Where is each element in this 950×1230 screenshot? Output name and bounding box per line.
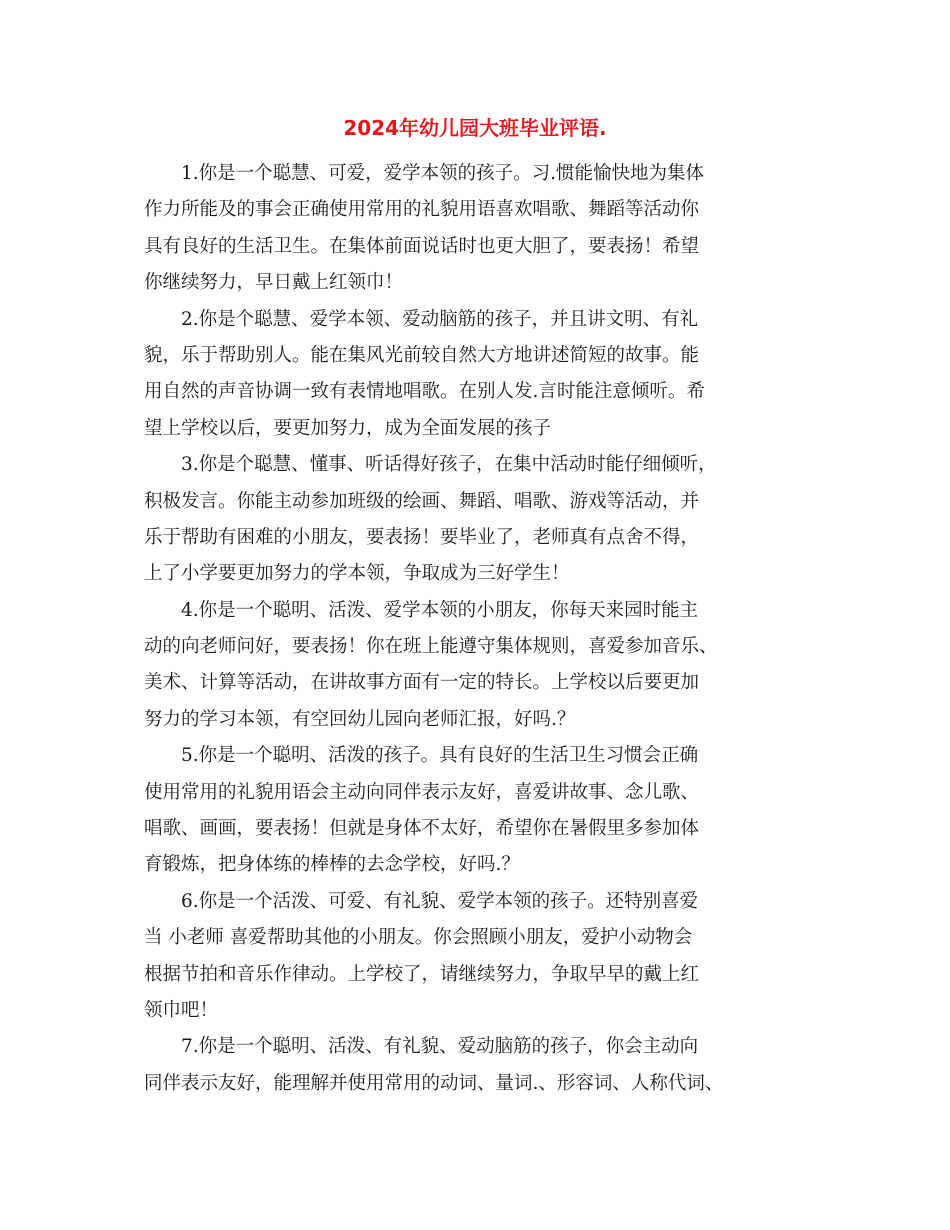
paragraph-line: 5.你是一个聪明、活泼的孩子。具有良好的生活卫生习惯会正确 [181, 745, 699, 767]
document-title: 2024年幼儿园大班毕业评语. [343, 116, 607, 140]
paragraph-line: 具有良好的生活卫生。在集体前面说话时也更大胆了，要表扬！希望 [144, 235, 700, 257]
paragraph-line: 貌，乐于帮助别人。能在集风光前较自然大方地讲述简短的故事。能 [144, 344, 700, 366]
paragraph-line: 望上学校以后，要更加努力，成为全面发展的孩子 [144, 417, 552, 439]
document-body [144, 156, 816, 1102]
paragraph-line: 育锻炼，把身体练的棒棒的去念学校，好吗.？ [144, 854, 520, 876]
paragraph-7 [144, 1029, 816, 1102]
paragraph-line: 2.你是个聪慧、爱学本领、爱动脑筋的孩子，并且讲文明、有礼 [181, 308, 699, 330]
paragraph-line: 唱歌、画画，要表扬！但就是身体不太好，希望你在暑假里多参加体 [144, 818, 700, 840]
paragraph-5 [144, 738, 816, 884]
paragraph-line: 根据节拍和音乐作律动。上学校了，请继续努力，争取早早的戴上红 [144, 963, 700, 985]
paragraph-line: 用自然的声音协调一致有表情地唱歌。在别人发.言时能注意倾听。希 [144, 381, 705, 403]
paragraph-line: 1.你是一个聪慧、可爱，爱学本领的孩子。习.惯能愉快地为集体 [181, 163, 705, 184]
paragraph-line: 上了小学要更加努力的学本领，争取成为三好学生！ [144, 563, 570, 585]
paragraph-line: 动的向老师问好，要表扬！你在班上能遵守集体规则，喜爱参加音乐、 [144, 636, 718, 658]
paragraph-line: 作力所能及的事会正确使用常用的礼貌用语喜欢唱歌、舞蹈等活动你 [144, 199, 700, 221]
paragraph-line: 3.你是个聪慧、懂事、听话得好孩子，在集中活动时能仔细倾听， [181, 454, 717, 476]
paragraph-2 [144, 302, 816, 448]
paragraph-line: 同伴表示友好，能理解并使用常用的动词、量词.、形容词、人称代词、 [144, 1072, 724, 1094]
paragraph-line: 你继续努力，早日戴上红领巾！ [144, 272, 404, 294]
paragraph-line: 当 小老师 喜爱帮助其他的小朋友。你会照顾小朋友，爱护小动物会 [144, 927, 693, 949]
paragraph-6 [144, 884, 816, 1030]
paragraph-line: 乐于帮助有困难的小朋友，要表扬！要毕业了，老师真有点舍不得， [144, 526, 700, 548]
paragraph-4 [144, 593, 816, 739]
paragraph-line: 领巾吧！ [144, 999, 219, 1021]
paragraph-3 [144, 447, 816, 593]
paragraph-line: 6.你是一个活泼、可爱、有礼貌、爱学本领的孩子。还特别喜爱 [181, 890, 699, 912]
paragraph-1 [144, 156, 816, 302]
paragraph-line: 美术、计算等活动，在讲故事方面有一定的特长。上学校以后要更加 [144, 672, 700, 694]
paragraph-line: 7.你是一个聪明、活泼、有礼貌、爱动脑筋的孩子，你会主动向 [181, 1036, 699, 1058]
paragraph-line: 4.你是一个聪明、活泼、爱学本领的小朋友，你每天来园时能主 [181, 599, 699, 621]
paragraph-line: 积极发言。你能主动参加班级的绘画、舞蹈、唱歌、游戏等活动，并 [144, 490, 700, 512]
paragraph-line: 努力的学习本领，有空回幼儿园向老师汇报，好吗.？ [144, 708, 576, 730]
paragraph-line: 使用常用的礼貌用语会主动向同伴表示友好，喜爱讲故事、念儿歌、 [144, 781, 700, 803]
